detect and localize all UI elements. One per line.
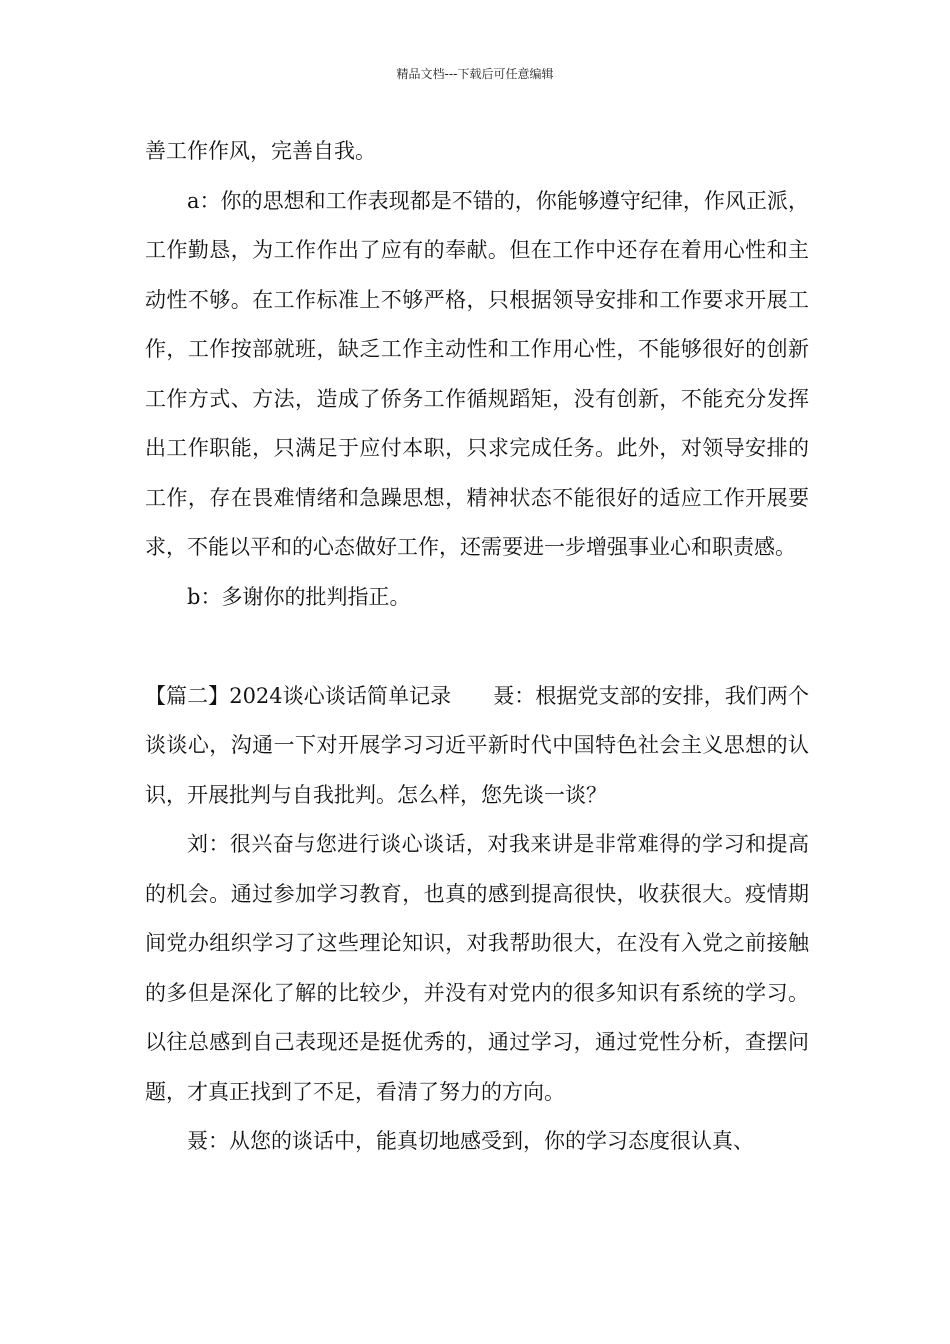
document-body <box>145 127 809 1167</box>
paragraph-continuation: 善工作作风，完善自我。 <box>145 139 376 163</box>
page-header: 精品文档---下载后可任意编辑 <box>396 67 554 81</box>
paragraph-liu-reply: 刘：很兴奋与您进行谈心谈话，对我来讲是非常难得的学习和提高的机会。通过参加学习教育，也真的感到提高很快，收获很大。疫情期间党办组织学习了这些理论知识，对我帮助很大，在没有入党之前接触的多但是深化了解的比较少，并没有对党内的很多知识有系统的学习。以往总感到自己表现还是挺优秀的，通过学习，通过党性分析，查摆问题，才真正找到了不足，看清了努力的方向。 <box>145 832 809 1104</box>
paragraph-gap <box>145 622 809 672</box>
paragraph-b-reply: b：多谢你的批判指正。 <box>187 584 411 609</box>
paragraph-a-comment: a：你的思想和工作表现都是不错的，你能够遵守纪律，作风正派，工作勤恳，为工作作出了应有的奉献。但在工作中还存在着用心性和主动性不够。在工作标准上不够严格，只根据领导安排和工作要求开展工作，工作按部就班，缺乏工作主动性和工作用心性，不能够很好的创新工作方式、方法，造成了侨务工作循规蹈矩，没有创新，不能充分发挥出工作职能，只满足于应付本职，只求完成任务。此外，对领导安排的工作，存在畏难情绪和急躁思想，精神状态不能很好的适应工作开展要求，不能以平和的心态做好工作，还需要进一步增强事业心和职责感。 <box>145 188 809 559</box>
paragraph-section-two-intro: 【篇二】2024谈心谈话简单记录 聂：根据党支部的安排，我们两个谈谈心，沟通一下对开展学习习近平新时代中国特色社会主义思想的认识，开展批判与自我批判。怎么样，您先谈一谈？ <box>145 683 809 807</box>
paragraph-nie-response: 聂：从您的谈话中，能真切地感受到，你的学习态度很认真、 <box>187 1129 754 1153</box>
